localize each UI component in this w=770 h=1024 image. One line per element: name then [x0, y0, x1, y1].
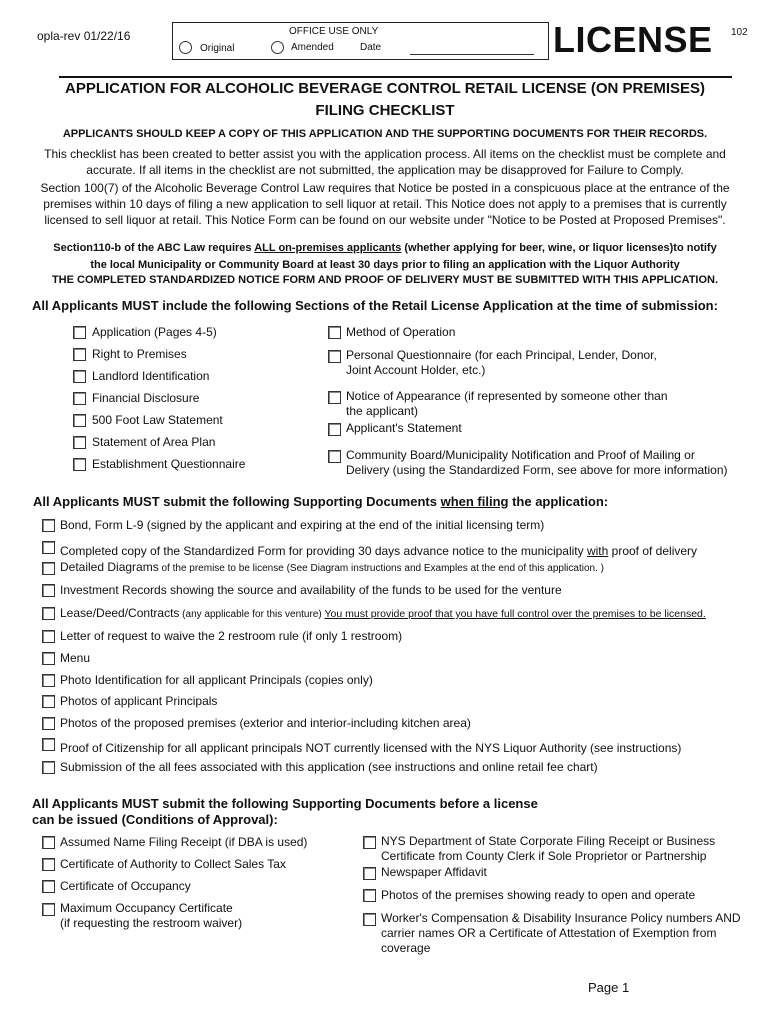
- checkbox-financial[interactable]: [73, 392, 86, 405]
- section3-heading: can be issued (Conditions of Approval):: [32, 812, 278, 827]
- item-max-occupancy: Maximum Occupancy Certificate: [60, 901, 233, 915]
- item-nys-filing: Certificate from County Clerk if Sole Proprietor or Partnership: [381, 849, 707, 863]
- item-fees: Submission of the all fees associated with this application (see instructions and online retail fee chart): [60, 760, 598, 774]
- item-photos-ready: Photos of the premises showing ready to open and operate: [381, 888, 696, 902]
- checkbox-application[interactable]: [73, 326, 86, 339]
- item-citizenship: Proof of Citizenship for all applicant principals NOT currently licensed with the NYS Liquor Authority (see instructions): [60, 741, 682, 755]
- item-application: Application (Pages 4-5): [92, 325, 217, 339]
- checkbox-nys-filing[interactable]: [363, 836, 376, 849]
- checkbox-photos-ready[interactable]: [363, 889, 376, 902]
- checkbox-bond[interactable]: [42, 519, 55, 532]
- item-notice: Notice of Appearance (if represented by someone other than: [346, 389, 668, 403]
- section-110b-caps-line: THE COMPLETED STANDARDIZED NOTICE FORM AND PROOF OF DELIVERY MUST BE SUBMITTED WITH THIS APPLICATION.: [51, 274, 719, 286]
- item-sales-tax: Certificate of Authority to Collect Sales Tax: [60, 857, 286, 871]
- item-workers-comp: coverage: [381, 941, 431, 955]
- item-completed-form: [60, 544, 697, 559]
- form-number: 102: [731, 27, 748, 38]
- intro-paragraph-line: accurate. If all items in the checklist are not submitted, the application may be disapproved for Failure to Comply.: [86, 163, 684, 177]
- checkbox-max-occupancy[interactable]: [42, 903, 55, 916]
- item-establishment: Establishment Questionnaire: [92, 457, 246, 471]
- item-newspaper: Newspaper Affidavit: [381, 865, 487, 879]
- section-100-line: premises within 10 days of filing a new application to sell liquor at retail. This Notice does not apply to a premises that is currently: [43, 197, 727, 211]
- item-photo-id: Photo Identification for all applicant Principals (copies only): [60, 673, 373, 687]
- section-100-line: Section 100(7) of the Alcoholic Beverage Control Law requires that Notice be posted in a conspicuous place at the entrance of the: [40, 181, 730, 195]
- checkbox-personal[interactable]: [328, 350, 341, 363]
- checkbox-menu[interactable]: [42, 652, 55, 665]
- item-photos-premises: Photos of the proposed premises (exterior and interior-including kitchen area): [60, 716, 471, 730]
- amended-label: Amended: [291, 42, 334, 53]
- item-right-to-premises: Right to Premises: [92, 347, 187, 361]
- checkbox-500-foot[interactable]: [73, 414, 86, 427]
- date-label: Date: [360, 42, 382, 53]
- completed-form-text: proof of delivery: [608, 544, 698, 558]
- section2-heading-text: All Applicants MUST submit the following Supporting Documents: [33, 494, 441, 509]
- checkbox-fees[interactable]: [42, 761, 55, 774]
- checkbox-sales-tax[interactable]: [42, 858, 55, 871]
- original-radio[interactable]: [179, 41, 192, 54]
- item-nys-filing: NYS Department of State Corporate Filing Receipt or Business: [381, 834, 716, 848]
- checkbox-community[interactable]: [328, 450, 341, 463]
- application-title: APPLICATION FOR ALCOHOLIC BEVERAGE CONTROL RETAIL LICENSE (ON PREMISES): [64, 80, 706, 97]
- license-title: LICENSE: [553, 19, 713, 60]
- revision-label: opla-rev 01/22/16: [37, 29, 131, 43]
- checklist-title: FILING CHECKLIST: [315, 102, 455, 119]
- item-personal: Personal Questionnaire (for each Principal, Lender, Donor,: [346, 348, 657, 362]
- date-input-line[interactable]: [410, 54, 534, 55]
- title-rule: [59, 76, 732, 78]
- item-notice: the applicant): [346, 404, 419, 418]
- checkbox-restroom-waiver[interactable]: [42, 630, 55, 643]
- checkbox-landlord[interactable]: [73, 370, 86, 383]
- item-community: Delivery (using the Standardized Form, see above for more information): [346, 463, 728, 477]
- lease-proof-note: You must provide proof that you have full control over the premises to be licensed.: [324, 608, 706, 620]
- section2-heading: [33, 494, 608, 510]
- item-menu: Menu: [60, 651, 91, 665]
- item-bond: Bond, Form L-9 (signed by the applicant and expiring at the end of the initial licensing term): [60, 518, 545, 532]
- item-financial: Financial Disclosure: [92, 391, 200, 405]
- item-restroom-waiver: Letter of request to waive the 2 restroom rule (if only 1 restroom): [60, 629, 403, 643]
- all-on-premises-text: ALL on-premises applicants: [254, 242, 402, 254]
- keep-copy-notice: APPLICANTS SHOULD KEEP A COPY OF THIS APPLICATION AND THE SUPPORTING DOCUMENTS FOR THEIR RECORDS.: [62, 128, 708, 140]
- checkbox-area-plan[interactable]: [73, 436, 86, 449]
- item-personal: Joint Account Holder, etc.): [346, 363, 486, 377]
- section-100-line: licensed to sell liquor at retail. This Notice Form can be found on our website under "Notice to be Posted at Proposed Premises".: [44, 213, 726, 227]
- section-110b-text: (whether applying for beer, wine, or liquor licenses)to notify: [401, 242, 717, 254]
- checkbox-completed-form[interactable]: [42, 541, 55, 554]
- item-photos-principals: Photos of applicant Principals: [60, 694, 218, 708]
- office-use-title: OFFICE USE ONLY: [289, 26, 379, 37]
- when-filing-text: when filing: [440, 494, 509, 509]
- item-occupancy: Certificate of Occupancy: [60, 879, 191, 893]
- section2-heading-text: the application:: [508, 494, 609, 509]
- checkbox-investment[interactable]: [42, 584, 55, 597]
- item-area-plan: Statement of Area Plan: [92, 435, 216, 449]
- original-label: Original: [200, 43, 235, 54]
- with-text: with: [586, 544, 609, 558]
- intro-paragraph-line: This checklist has been created to better assist you with the application process. All items on the checklist must be complete and: [44, 147, 726, 161]
- lease-note: (any applicable for this venture): [179, 609, 325, 620]
- checkbox-photos-principals[interactable]: [42, 695, 55, 708]
- section-110b-line: the local Municipality or Community Board at least 30 days prior to filing an application with the Liquor Authority: [90, 259, 680, 271]
- checkbox-right-to-premises[interactable]: [73, 348, 86, 361]
- page-number: Page 1: [588, 980, 630, 995]
- office-use-box: [172, 22, 549, 60]
- item-500-foot: 500 Foot Law Statement: [92, 413, 223, 427]
- checkbox-diagrams[interactable]: [42, 562, 55, 575]
- item-landlord: Landlord Identification: [92, 369, 210, 383]
- diagrams-note: of the premise to be license (See Diagram instructions and Examples at the end of this application. ): [158, 563, 604, 574]
- checkbox-citizenship[interactable]: [42, 738, 55, 751]
- diagrams-text: Detailed Diagrams: [60, 560, 159, 574]
- section-110b-text: Section110-b of the ABC Law requires: [53, 242, 255, 254]
- checkbox-assumed-name[interactable]: [42, 836, 55, 849]
- checkbox-statement[interactable]: [328, 423, 341, 436]
- item-investment: Investment Records showing the source and availability of the funds to be used for the venture: [60, 583, 562, 597]
- item-workers-comp: Worker's Compensation & Disability Insurance Policy numbers AND: [381, 911, 741, 925]
- amended-radio[interactable]: [271, 41, 284, 54]
- item-community: Community Board/Municipality Notification and Proof of Mailing or: [346, 448, 695, 462]
- checkbox-workers-comp[interactable]: [363, 913, 376, 926]
- item-lease: [60, 606, 706, 622]
- section3-heading: All Applicants MUST submit the following Supporting Documents before a license: [32, 796, 538, 811]
- checkbox-newspaper[interactable]: [363, 867, 376, 880]
- lease-text: Lease/Deed/Contracts: [60, 606, 180, 620]
- checkbox-notice[interactable]: [328, 391, 341, 404]
- section-110b-line: [0, 241, 770, 255]
- checkbox-occupancy[interactable]: [42, 880, 55, 893]
- item-workers-comp: carrier names OR a Certificate of Attestation of Exemption from: [381, 926, 717, 940]
- item-max-occupancy: (if requesting the restroom waiver): [60, 916, 243, 930]
- item-diagrams: [60, 560, 604, 576]
- section1-heading: All Applicants MUST include the following Sections of the Retail License Application at the time of submission:: [32, 298, 718, 313]
- checkbox-lease[interactable]: [42, 607, 55, 620]
- item-assumed-name: Assumed Name Filing Receipt (if DBA is used): [60, 835, 308, 849]
- checkbox-method[interactable]: [328, 326, 341, 339]
- item-statement: Applicant's Statement: [346, 421, 462, 435]
- checkbox-photo-id[interactable]: [42, 674, 55, 687]
- checkbox-photos-premises[interactable]: [42, 717, 55, 730]
- item-method: Method of Operation: [346, 325, 456, 339]
- checkbox-establishment[interactable]: [73, 458, 86, 471]
- completed-form-text: Completed copy of the Standardized Form for providing 30 days advance notice to the municipality: [60, 544, 587, 558]
